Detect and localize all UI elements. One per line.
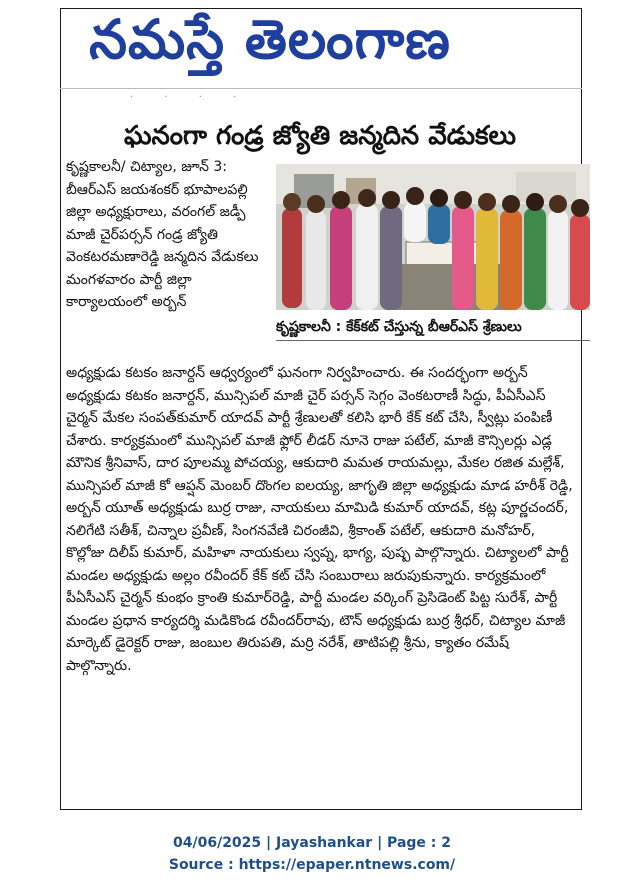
article-intro-column: కృష్ణకాలనీ/ చిట్యాల, జూన్ 3: బీఆర్ఎస్ జయశంకర్ భూపాలపల్లి జిల్లా అధ్యక్షురాలు, వరంగల్ జడ్పీ మాజీ చైర్‌పర్సన్ గండ్ర జ్యోతి వెంకటరమణారెడ్డి జన్మదిన వేడుకలు మంగళవారం పార్టీ జిల్లా కార్యాలయంలో అర్బన్ (66, 159, 259, 310)
footer-date-edition-page: 04/06/2025 | Jayashankar | Page : 2 (173, 835, 451, 851)
newspaper-masthead: నమస్తే తెలంగాణ (89, 7, 451, 71)
masthead-divider (60, 88, 582, 89)
faded-print-marks: · · · · (130, 92, 251, 103)
article-photo (276, 164, 590, 310)
caption-divider (276, 340, 590, 341)
group-photo-image (276, 164, 590, 310)
footer-source-link[interactable]: Source : https://epaper.ntnews.com/ (168, 857, 456, 873)
photo-caption: కృష్ణకాలనీ : కేక్‌కట్ చేస్తున్న బీఆర్ఎస్ శ్రేణులు (276, 319, 522, 335)
clipping-footer (0, 832, 624, 876)
article-body: అధ్యక్షుడు కటకం జనార్దన్ ఆధ్వర్యంలో ఘనంగా నిర్వహించారు. ఈ సందర్భంగా అర్బన్ అధ్యక్షుడు కటకం జనార్దన్, మున్సిపల్ మాజీ చైర్ పర్సన్ సెగ్గం వెంకటరాణీ సిద్ధు, పీఏసీఎస్ చైర్మన్ మేకల సంపత్‌కుమార్ యాదవ్ పార్టీ శ్రేణులతో కలిసి భారీ కేక్ కట్ చేసి, స్వీట్లు పంపిణీ చేశారు. కార్యక్రమంలో మున్సిపల్ మాజీ ఫ్లోర్ లీడర్ నూనె రాజు పటేల్, మాజీ కౌన్సిలర్లు ఎడ్ల మౌనిక శ్రీనివాస్, దార పూలమ్మ పోచయ్య, ఆకుదారి మమత రాయమల్లు, మేకల రజిత మల్లేశ్, మున్సిపల్ మాజీ కో ఆప్షన్ మెంబర్ దొంగల ఐలయ్య, జాగృతి జిల్లా అధ్యక్షుడు మాడ హరీశ్ రెడ్డి, అర్బన్ యూత్ అధ్యక్షుడు బుర్ర రాజు, నాయకులు మామిడి కుమార్ యాదవ్, కట్ల పూర్ణచందర్, నలిగేటి సతీశ్, చిన్నాల ప్రవీణ్, సింగనవేణి చిరంజీవి, శ్రీకాంత్ పటేల్, ఆకుదారి మనోహర్, కొల్లోజు దిలీప్ కుమార్, మహిళా నాయకులు స్వప్న, భాగ్య, పుష్ప పాల్గొన్నారు. చిట్యాలలో పార్టీ మండల అధ్యక్షుడు అల్లం రవీందర్ కేక్ కట్ చేసి సంబురాలు జరుపుకున్నారు. కార్యక్రమంలో పీఏసీఎస్ చైర్మన్ కుంభం క్రాంతి కుమార్‌రెడ్డి, పార్టీ మండల వర్కింగ్ ప్రెసిడెంట్ పిట్ట సురేశ్, పార్టీ మండల ప్రధాన కార్యదర్శి మడికొండ రవీందర్‌రావు, టౌన్ అధ్యక్షుడు బుర్ర శ్రీధర్, చిట్యాల మాజీ మార్కెట్ డైరెక్టర్ రాజు, జంబుల తిరుపతి, మర్రి నరేశ్, తాటిపల్లి శ్రీను, క్యాతం రమేష్ పాల్గొన్నారు. (66, 365, 573, 674)
article-headline: ఘనంగా గండ్ర జ్యోతి జన్మదిన వేడుకలు (124, 121, 516, 151)
